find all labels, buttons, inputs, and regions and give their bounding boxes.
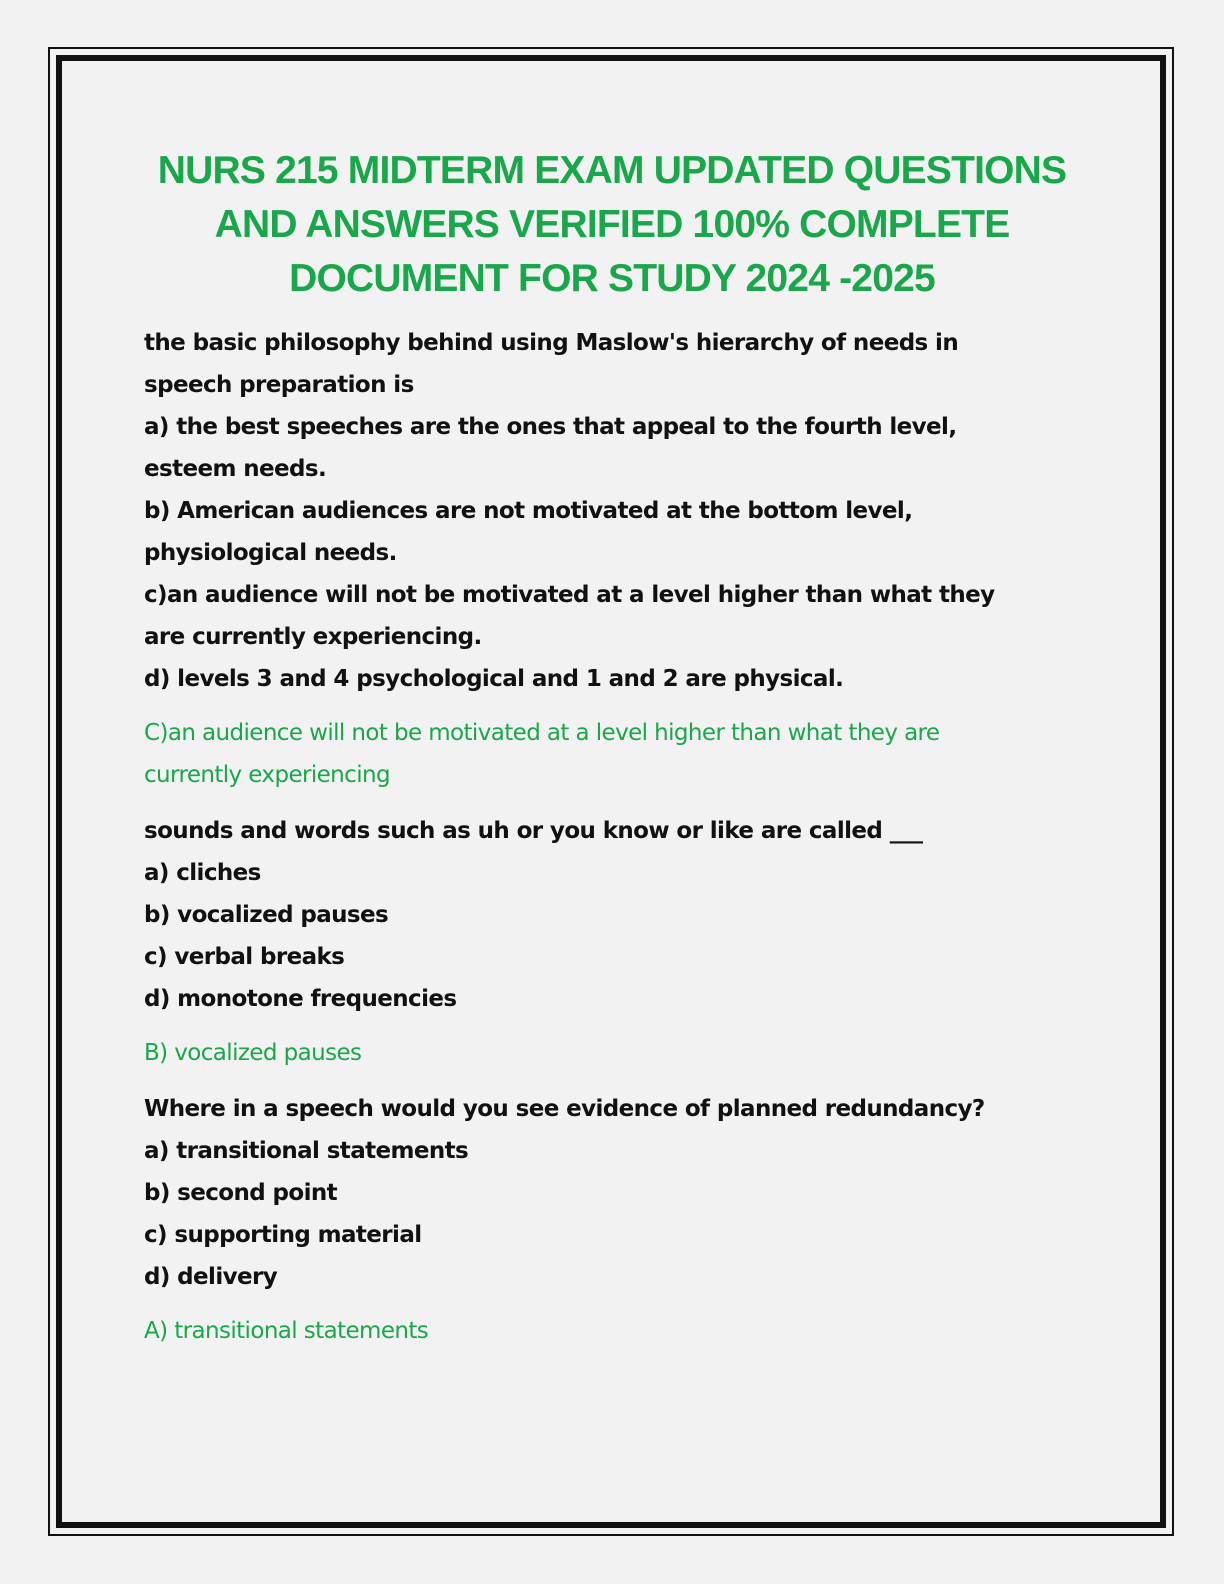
option-a: a) cliches [144,860,261,886]
option-c-cont: are currently experiencing. [144,624,482,650]
question-block-1 [144,322,1094,796]
option-d: d) monotone frequencies [144,986,457,1012]
option-a: a) the best speeches are the ones that appeal to the fourth level, [144,414,957,440]
option-b: b) vocalized pauses [144,902,389,928]
option-d: d) delivery [144,1264,278,1290]
option-c: c) verbal breaks [144,944,345,970]
question-text [144,810,1094,1020]
option-a: a) transitional statements [144,1138,469,1164]
option-d: d) levels 3 and 4 psychological and 1 and 2 are physical. [144,666,844,692]
answer-text [144,1310,1094,1352]
answer-line: C)an audience will not be motivated at a level higher than what they are [144,720,940,746]
question-line: the basic philosophy behind using Maslow's hierarchy of needs in [144,330,959,356]
title-line: AND ANSWERS VERIFIED 100% COMPLETE [214,203,1010,246]
option-b: b) second point [144,1180,338,1206]
option-a-cont: esteem needs. [144,456,327,482]
question-line: Where in a speech would you see evidence of planned redundancy? [144,1096,985,1122]
answer-line: B) vocalized pauses [144,1040,362,1066]
question-text [144,1088,1094,1298]
title-line: DOCUMENT FOR STUDY 2024 -2025 [289,257,935,300]
option-c: c)an audience will not be motivated at a level higher than what they [144,582,995,608]
answer-text [144,1032,1094,1074]
question-line: speech preparation is [144,372,414,398]
document-title [120,144,1104,306]
answer-line: currently experiencing [144,762,390,788]
title-line: NURS 215 MIDTERM EXAM UPDATED QUESTIONS [157,149,1067,192]
question-text [144,322,1094,700]
answer-text [144,712,1094,796]
question-list [144,322,1094,1366]
answer-line: A) transitional statements [144,1318,429,1344]
question-block-2 [144,810,1094,1074]
option-b-cont: physiological needs. [144,540,397,566]
option-b: b) American audiences are not motivated at the bottom level, [144,498,913,524]
question-block-3 [144,1088,1094,1352]
question-line: sounds and words such as uh or you know or like are called ___ [144,818,923,844]
option-c: c) supporting material [144,1222,422,1248]
